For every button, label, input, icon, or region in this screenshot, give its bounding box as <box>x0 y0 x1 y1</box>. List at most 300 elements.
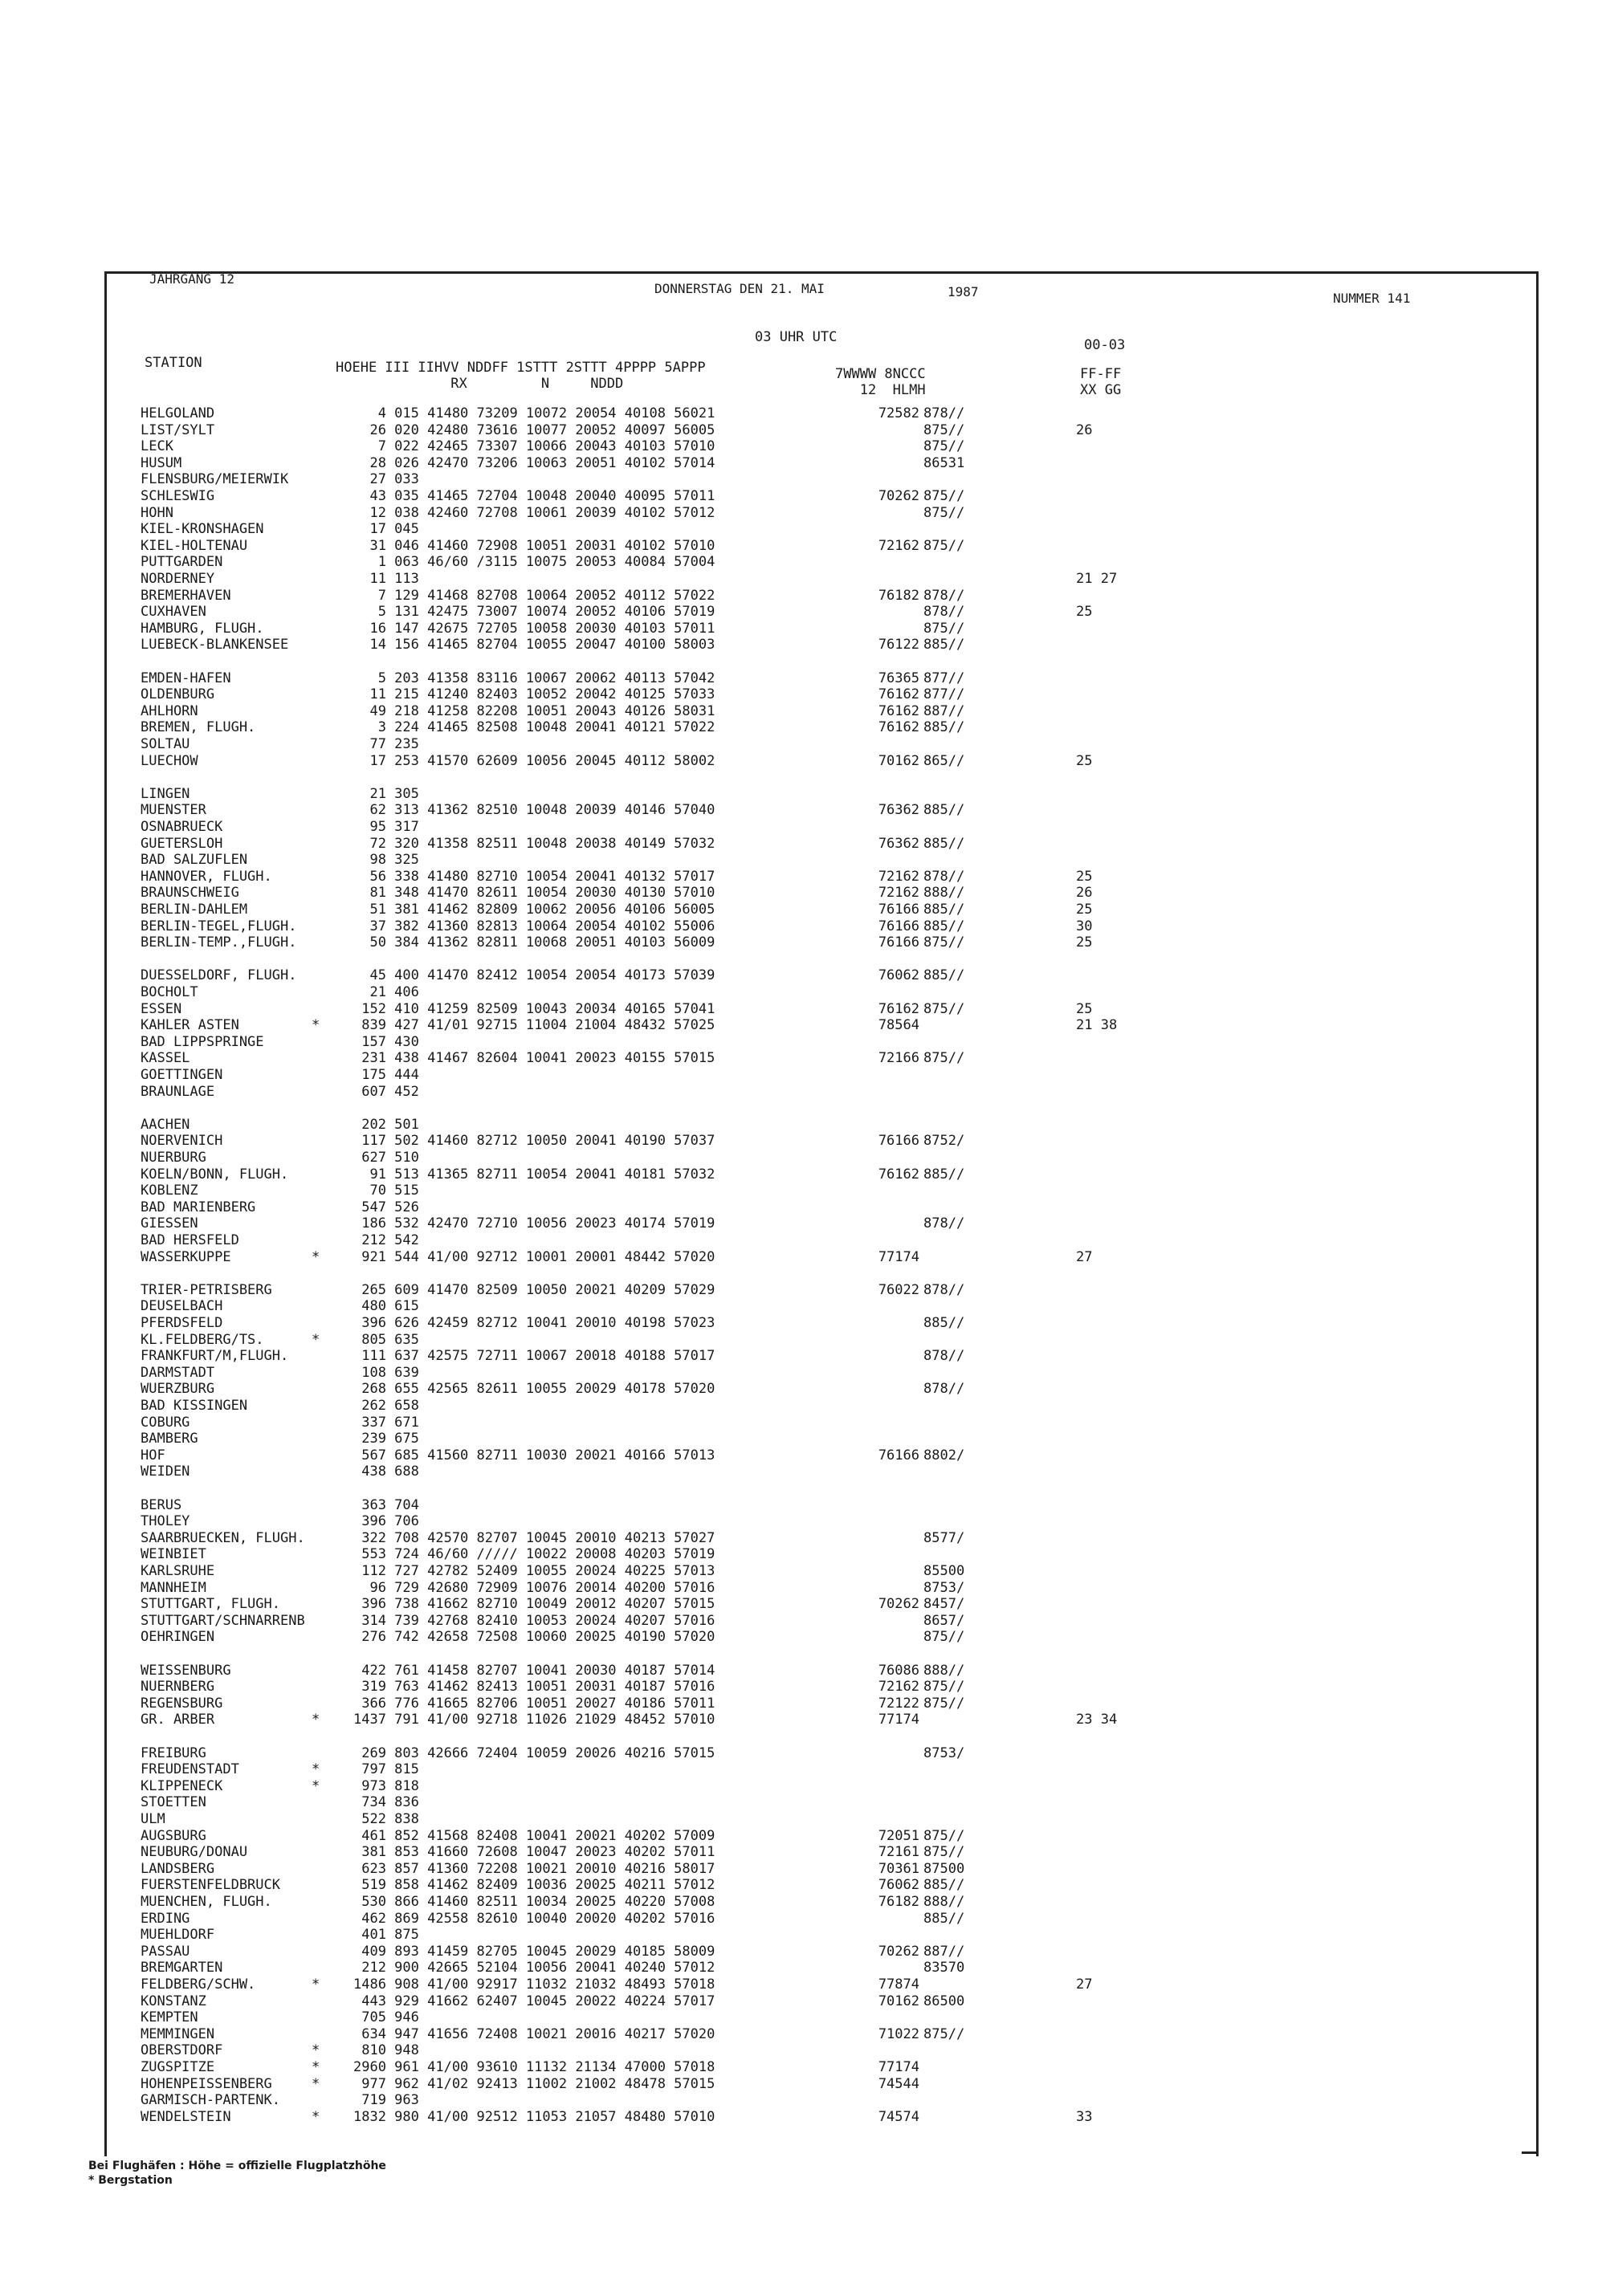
station-name: HOF <box>141 1447 165 1463</box>
group8-value: 875// <box>923 934 965 951</box>
mountain-station-asterisk-icon: * <box>312 1331 320 1348</box>
station-data: 265 609 41470 82509 10050 20021 40209 57029 <box>353 1281 715 1298</box>
station-name: MUENSTER <box>141 802 206 819</box>
station-name: BREMERHAVEN <box>141 587 231 604</box>
col7-header-line2: 12 HLMH <box>835 382 926 398</box>
station-name: LUECHOW <box>141 752 198 769</box>
station-data: 28 026 42470 73206 10063 20051 40102 57014 <box>353 454 715 471</box>
station-data: 443 929 41662 62407 10045 20022 40224 57017 <box>353 1993 715 2009</box>
station-data: 5 203 41358 83116 10067 20062 40113 57042 <box>353 670 715 686</box>
group7-value: 77874 <box>878 1976 919 1993</box>
group8-value: 875// <box>923 1629 965 1646</box>
station-name: BAD KISSINGEN <box>141 1398 248 1414</box>
station-data: 530 866 41460 82511 10034 20025 40220 57008 <box>353 1894 715 1910</box>
mountain-station-asterisk-icon: * <box>312 1248 320 1265</box>
group7-value: 76166 <box>878 1133 919 1150</box>
station-name: GUETERSLOH <box>141 835 223 852</box>
group7-value: 77174 <box>878 1248 919 1265</box>
group7-value: 76162 <box>878 1000 919 1017</box>
group7-value: 70162 <box>878 752 919 769</box>
group8-value: 888// <box>923 1894 965 1910</box>
wind-gust-value: 26 <box>1076 885 1093 902</box>
group8-value: 875// <box>923 1679 965 1696</box>
group7-value: 76162 <box>878 702 919 719</box>
jahrgang: JAHRGANG 12 <box>149 271 234 287</box>
station-data: 37 382 41360 82813 10064 20054 40102 55006 <box>353 918 715 934</box>
group7-value: 76122 <box>878 637 919 653</box>
station-name: BAMBERG <box>141 1431 198 1447</box>
asterisk-icon: * <box>88 2174 99 2187</box>
station-name: KARLSRUHE <box>141 1563 215 1579</box>
group7-value: 74544 <box>878 2075 919 2092</box>
station-name: SCHLESWIG <box>141 488 215 504</box>
station-data: 480 615 <box>353 1298 419 1315</box>
station-data: 366 776 41665 82706 10051 20027 40186 57011 <box>353 1695 715 1712</box>
station-name: OLDENBURG <box>141 686 215 703</box>
wind-gust-value: 25 <box>1076 902 1093 918</box>
station-name: OBERSTDORF <box>141 2042 223 2059</box>
group7-value: 72051 <box>878 1827 919 1844</box>
group7-value: 72161 <box>878 1844 919 1861</box>
station-data: 186 532 42470 72710 10056 20023 40174 57019 <box>353 1215 715 1232</box>
station-name: FLENSBURG/MEIERWIK <box>141 471 289 488</box>
group8-value: 8457/ <box>923 1596 965 1613</box>
station-name: KOELN/BONN, FLUGH. <box>141 1166 289 1183</box>
date: DONNERSTAG DEN 21. MAI <box>654 281 825 296</box>
group7-value: 76182 <box>878 1894 919 1910</box>
station-name: AUGSBURG <box>141 1827 206 1844</box>
wind-gust-value: 27 <box>1076 1248 1093 1265</box>
station-data: 319 763 41462 82413 10051 20031 40187 57016 <box>353 1679 715 1696</box>
group8-value: 87500 <box>923 1860 965 1877</box>
station-name: REGENSBURG <box>141 1695 223 1712</box>
wind-gust-value: 30 <box>1076 918 1093 934</box>
station-data: 567 685 41560 82711 10030 20021 40166 57013 <box>353 1447 715 1463</box>
station-name: OSNABRUECK <box>141 819 223 835</box>
station-data: 797 815 <box>353 1761 419 1778</box>
station-data: 4 015 41480 73209 10072 20054 40108 56021 <box>353 405 715 421</box>
group8-value: 875// <box>923 1827 965 1844</box>
station-data: 519 858 41462 82409 10036 20025 40211 57012 <box>353 1877 715 1894</box>
col7-header-line1: 7WWWW 8NCCC <box>835 366 926 382</box>
station-data: 111 637 42575 72711 10067 20018 40188 57017 <box>353 1348 715 1365</box>
station-name: BREMEN, FLUGH. <box>141 719 256 736</box>
station-data: 77 235 <box>353 736 419 752</box>
station-name: BAD MARIENBERG <box>141 1199 256 1215</box>
station-data: 49 218 41258 82208 10051 20043 40126 58031 <box>353 702 715 719</box>
station-name: ERDING <box>141 1910 190 1927</box>
station-data: 607 452 <box>353 1083 419 1100</box>
station-name: BERLIN-DAHLEM <box>141 902 248 918</box>
year: 1987 <box>948 284 979 299</box>
group7-value: 70162 <box>878 1993 919 2009</box>
station-name: DUESSELDORF, FLUGH. <box>141 967 297 984</box>
data-header-line1: HOEHE III IIHVV NDDFF 1STTT 2STTT 4PPPP 5APPP <box>336 360 706 376</box>
station-data: 314 739 42768 82410 10053 20024 40207 57016 <box>353 1612 715 1629</box>
station-data: 7 022 42465 73307 10066 20043 40103 57010 <box>353 438 715 455</box>
station-data: 62 313 41362 82510 10048 20039 40146 57040 <box>353 802 715 819</box>
group8-value: 888// <box>923 885 965 902</box>
station-name: GIESSEN <box>141 1215 198 1232</box>
group7-value: 70262 <box>878 1943 919 1960</box>
station-data: 627 510 <box>353 1150 419 1166</box>
group7-value: 70262 <box>878 488 919 504</box>
station-data: 117 502 41460 82712 10050 20041 40190 57037 <box>353 1133 715 1150</box>
group8-value: 878// <box>923 1348 965 1365</box>
group8-value: 885// <box>923 1315 965 1331</box>
group7-value: 72582 <box>878 405 919 421</box>
group8-value: 8802/ <box>923 1447 965 1463</box>
station-data: 1832 980 41/00 92512 11053 21057 48480 57010 <box>353 2108 715 2125</box>
group8-value: 8657/ <box>923 1612 965 1629</box>
group8-value: 885// <box>923 1166 965 1183</box>
station-name: BOCHOLT <box>141 984 198 1000</box>
station-name: LUEBECK-BLANKENSEE <box>141 637 289 653</box>
station-name: FREUDENSTADT <box>141 1761 239 1778</box>
group8-value: 878// <box>923 587 965 604</box>
wind-gust-value: 21 38 <box>1076 1017 1118 1034</box>
group8-value: 885// <box>923 902 965 918</box>
station-name: EMDEN-HAFEN <box>141 670 231 686</box>
station-data: 921 544 41/00 92712 10001 20001 48442 57020 <box>353 1248 715 1265</box>
group7-value: 72122 <box>878 1695 919 1712</box>
station-data: 45 400 41470 82412 10054 20054 40173 57039 <box>353 967 715 984</box>
group8-value: 885// <box>923 1910 965 1927</box>
group7-value: 72162 <box>878 885 919 902</box>
wind-gust-value: 25 <box>1076 934 1093 951</box>
station-data: 973 818 <box>353 1777 419 1794</box>
station-data: 634 947 41656 72408 10021 20016 40217 57020 <box>353 2025 715 2042</box>
group8-value: 875// <box>923 1844 965 1861</box>
station-data: 438 688 <box>353 1463 419 1480</box>
group7-value: 76162 <box>878 686 919 703</box>
station-data: 51 381 41462 82809 10062 20056 40106 56005 <box>353 902 715 918</box>
group8-value: 86500 <box>923 1993 965 2009</box>
group8-value: 875// <box>923 504 965 521</box>
mountain-station-asterisk-icon: * <box>312 1712 320 1728</box>
group7-value: 72162 <box>878 537 919 554</box>
wind-gust-value: 27 <box>1076 1976 1093 1993</box>
data-header-line2: RX N NDDD <box>336 376 624 392</box>
station-name: DARMSTADT <box>141 1364 215 1381</box>
station-data: 363 704 <box>353 1496 419 1513</box>
station-data: 98 325 <box>353 852 419 869</box>
station-data: 1437 791 41/00 92718 11026 21029 48452 57010 <box>353 1712 715 1728</box>
wind-gust-value: 25 <box>1076 1000 1093 1017</box>
station-name: BERUS <box>141 1496 182 1513</box>
wind-gust-value: 23 34 <box>1076 1712 1118 1728</box>
wind-gust-value: 25 <box>1076 752 1093 769</box>
station-data: 522 838 <box>353 1811 419 1827</box>
station-data: 462 869 42558 82610 10040 20020 40202 57016 <box>353 1910 715 1927</box>
station-name: WUERZBURG <box>141 1381 215 1398</box>
group8-value: 888// <box>923 1662 965 1679</box>
group8-value: 875// <box>923 1050 965 1067</box>
station-data: 11 215 41240 82403 10052 20042 40125 57033 <box>353 686 715 703</box>
station-name: NEUBURG/DONAU <box>141 1844 248 1861</box>
station-name: WEINBIET <box>141 1546 206 1563</box>
group8-value: 875// <box>923 1000 965 1017</box>
group8-value: 8753/ <box>923 1744 965 1761</box>
group8-value: 877// <box>923 670 965 686</box>
group7-value: 76365 <box>878 670 919 686</box>
station-data: 70 515 <box>353 1183 419 1199</box>
station-data: 91 513 41365 82711 10054 20041 40181 57032 <box>353 1166 715 1183</box>
station-name: KASSEL <box>141 1050 190 1067</box>
station-name: BRAUNSCHWEIG <box>141 885 239 902</box>
station-data: 276 742 42658 72508 10060 20025 40190 57020 <box>353 1629 715 1646</box>
station-name: GOETTINGEN <box>141 1067 223 1083</box>
mountain-station-asterisk-icon: * <box>312 1761 320 1778</box>
station-name: MEMMINGEN <box>141 2025 215 2042</box>
station-data: 623 857 41360 72208 10021 20010 40216 58017 <box>353 1860 715 1877</box>
group7-value: 72162 <box>878 1679 919 1696</box>
group7-value: 72166 <box>878 1050 919 1067</box>
group8-value: 875// <box>923 1695 965 1712</box>
group7-value: 76166 <box>878 918 919 934</box>
group8-value: 878// <box>923 1381 965 1398</box>
station-data: 734 836 <box>353 1794 419 1811</box>
group8-value: 85500 <box>923 1563 965 1579</box>
station-data: 810 948 <box>353 2042 419 2059</box>
station-data: 21 406 <box>353 984 419 1000</box>
station-name: FELDBERG/SCHW. <box>141 1976 256 1993</box>
station-name: COBURG <box>141 1414 190 1431</box>
station-data: 401 875 <box>353 1927 419 1944</box>
footer-note-mountain-text: Bergstation <box>98 2174 173 2187</box>
station-name: TRIER-PETRISBERG <box>141 1281 272 1298</box>
frame-corner-mark <box>1522 2151 1536 2154</box>
station-data: 839 427 41/01 92715 11004 21004 48432 57025 <box>353 1017 715 1034</box>
mountain-station-asterisk-icon: * <box>312 2075 320 2092</box>
group8-value: 8753/ <box>923 1579 965 1596</box>
group8-value: 86531 <box>923 454 965 471</box>
station-name: KIEL-KRONSHAGEN <box>141 521 264 538</box>
station-name: BAD LIPPSPRINGE <box>141 1033 264 1050</box>
group7-value: 76062 <box>878 967 919 984</box>
mountain-station-asterisk-icon: * <box>312 2059 320 2075</box>
station-name: KIEL-HOLTENAU <box>141 537 248 554</box>
station-data: 11 113 <box>353 571 419 587</box>
station-data: 212 542 <box>353 1232 419 1248</box>
station-data: 175 444 <box>353 1067 419 1083</box>
group7-value: 76362 <box>878 802 919 819</box>
station-name: BAD SALZUFLEN <box>141 852 248 869</box>
group7-value: 70361 <box>878 1860 919 1877</box>
group7-value: 71022 <box>878 2025 919 2042</box>
station-name: LANDSBERG <box>141 1860 215 1877</box>
observation-time: 03 UHR UTC <box>755 329 838 345</box>
station-name: ULM <box>141 1811 165 1827</box>
group7-value: 76022 <box>878 1281 919 1298</box>
station-data: 56 338 41480 82710 10054 20041 40132 57017 <box>353 868 715 885</box>
station-name: KEMPTEN <box>141 2009 198 2026</box>
group7-value: 76362 <box>878 835 919 852</box>
station-data: 108 639 <box>353 1364 419 1381</box>
colf-header-line1: FF-FF <box>1080 366 1122 382</box>
mountain-station-asterisk-icon: * <box>312 1976 320 1993</box>
group8-value: 875// <box>923 620 965 637</box>
station-name: LIST/SYLT <box>141 421 215 438</box>
station-name: BERLIN-TEGEL,FLUGH. <box>141 918 297 934</box>
group7-value: 74574 <box>878 2108 919 2125</box>
station-data: 553 724 46/60 ///// 10022 20008 40203 57019 <box>353 1546 715 1563</box>
wind-gust-value: 25 <box>1076 604 1093 621</box>
station-name: HUSUM <box>141 454 182 471</box>
group7-value: 76162 <box>878 1166 919 1183</box>
group7-value: 72162 <box>878 868 919 885</box>
station-name: FRANKFURT/M,FLUGH. <box>141 1348 289 1365</box>
group8-value: 885// <box>923 802 965 819</box>
station-data: 409 893 41459 82705 10045 20029 40185 58009 <box>353 1943 715 1960</box>
station-data: 262 658 <box>353 1398 419 1414</box>
station-name: KONSTANZ <box>141 1993 206 2009</box>
station-data: 719 963 <box>353 2092 419 2109</box>
group7-value: 78564 <box>878 1017 919 1034</box>
station-name: PFERDSFELD <box>141 1315 223 1331</box>
station-data: 231 438 41467 82604 10041 20023 40155 57015 <box>353 1050 715 1067</box>
group8-value: 877// <box>923 686 965 703</box>
group8-value: 878// <box>923 405 965 421</box>
group8-value: 878// <box>923 604 965 621</box>
station-data: 239 675 <box>353 1431 419 1447</box>
station-name: NOERVENICH <box>141 1133 223 1150</box>
station-data: 17 253 41570 62609 10056 20045 40112 58002 <box>353 752 715 769</box>
station-name: SAARBRUECKEN, FLUGH. <box>141 1529 305 1546</box>
group8-value: 878// <box>923 1281 965 1298</box>
station-data: 157 430 <box>353 1033 419 1050</box>
station-data: 202 501 <box>353 1116 419 1133</box>
station-name: GARMISCH-PARTENK. <box>141 2092 280 2109</box>
group7-value: 76182 <box>878 587 919 604</box>
station-name: SOLTAU <box>141 736 190 752</box>
station-name: CUXHAVEN <box>141 604 206 621</box>
wind-gust-value: 33 <box>1076 2108 1093 2125</box>
station-data: 1486 908 41/00 92917 11032 21032 48493 57018 <box>353 1976 715 1993</box>
group8-value: 8752/ <box>923 1133 965 1150</box>
group8-value: 885// <box>923 637 965 653</box>
station-name: BERLIN-TEMP.,FLUGH. <box>141 934 297 951</box>
station-data: 212 900 42665 52104 10056 20041 40240 57012 <box>353 1960 715 1976</box>
group8-value: 875// <box>923 438 965 455</box>
station-data: 50 384 41362 82811 10068 20051 40103 56009 <box>353 934 715 951</box>
station-data: 14 156 41465 82704 10055 20047 40100 58003 <box>353 637 715 653</box>
station-name: HELGOLAND <box>141 405 215 421</box>
group8-value: 875// <box>923 2025 965 2042</box>
issue-number: NUMMER 141 <box>1333 291 1411 306</box>
wind-gust-value: 26 <box>1076 421 1093 438</box>
group7-value: 76086 <box>878 1662 919 1679</box>
station-name: PASSAU <box>141 1943 190 1960</box>
station-data: 337 671 <box>353 1414 419 1431</box>
group7-value: 76166 <box>878 1447 919 1463</box>
station-name: HOHN <box>141 504 173 521</box>
station-data: 27 033 <box>353 471 419 488</box>
station-data: 17 045 <box>353 521 419 538</box>
station-data: 3 224 41465 82508 10048 20041 40121 57022 <box>353 719 715 736</box>
mountain-station-asterisk-icon: * <box>312 1017 320 1034</box>
mountain-station-asterisk-icon: * <box>312 2042 320 2059</box>
group7-value: 76162 <box>878 719 919 736</box>
footer-note-airports: Bei Flughäfen : Höhe = offizielle Flugplatzhöhe <box>88 2160 386 2172</box>
group8-value: 875// <box>923 421 965 438</box>
group7-value: 77174 <box>878 2059 919 2075</box>
station-name: STOETTEN <box>141 1794 206 1811</box>
group8-value: 885// <box>923 835 965 852</box>
station-name: KAHLER ASTEN <box>141 1017 239 1034</box>
station-name: WEISSENBURG <box>141 1662 231 1679</box>
station-data: 112 727 42782 52409 10055 20024 40225 57013 <box>353 1563 715 1579</box>
station-data: 381 853 41660 72608 10047 20023 40202 57011 <box>353 1844 715 1861</box>
station-data: 7 129 41468 82708 10064 20052 40112 57022 <box>353 587 715 604</box>
mountain-station-asterisk-icon: * <box>312 1777 320 1794</box>
group8-value: 885// <box>923 719 965 736</box>
station-data: 977 962 41/02 92413 11002 21002 48478 57015 <box>353 2075 715 2092</box>
group7-value: 70262 <box>878 1596 919 1613</box>
station-name: KLIPPENECK <box>141 1777 223 1794</box>
station-data: 26 020 42480 73616 10077 20052 40097 56005 <box>353 421 715 438</box>
group8-value: 8577/ <box>923 1529 965 1546</box>
station-data: 2960 961 41/00 93610 11132 21134 47000 57018 <box>353 2059 715 2075</box>
wind-gust-value: 25 <box>1076 868 1093 885</box>
station-data: 322 708 42570 82707 10045 20010 40213 57027 <box>353 1529 715 1546</box>
group7-value: 77174 <box>878 1712 919 1728</box>
station-data: 72 320 41358 82511 10048 20038 40149 57032 <box>353 835 715 852</box>
station-name: WENDELSTEIN <box>141 2108 231 2125</box>
station-name: LECK <box>141 438 173 455</box>
station-name: AACHEN <box>141 1116 190 1133</box>
station-name: DEUSELBACH <box>141 1298 223 1315</box>
station-name: THOLEY <box>141 1513 190 1530</box>
station-name: WASSERKUPPE <box>141 1248 231 1265</box>
station-name: FREIBURG <box>141 1744 206 1761</box>
station-name: PUTTGARDEN <box>141 554 223 571</box>
station-data: 1 063 46/60 /3115 10075 20053 40084 57004 <box>353 554 715 571</box>
station-name: KL.FELDBERG/TS. <box>141 1331 264 1348</box>
station-name: STUTTGART, FLUGH. <box>141 1596 280 1613</box>
station-name: GR. ARBER <box>141 1712 215 1728</box>
group8-value: 878// <box>923 868 965 885</box>
station-name: ESSEN <box>141 1000 182 1017</box>
station-data: 268 655 42565 82611 10055 20029 40178 57020 <box>353 1381 715 1398</box>
group8-value: 878// <box>923 1215 965 1232</box>
station-header: STATION <box>145 355 202 371</box>
wind-gust-value: 21 27 <box>1076 571 1118 587</box>
footer-note-mountain <box>88 2172 173 2188</box>
station-name: ZUGSPITZE <box>141 2059 215 2075</box>
group8-value: 885// <box>923 918 965 934</box>
station-name: BAD HERSFELD <box>141 1232 239 1248</box>
group8-value: 885// <box>923 1877 965 1894</box>
station-data: 805 635 <box>353 1331 419 1348</box>
station-data: 705 946 <box>353 2009 419 2026</box>
station-data: 31 046 41460 72908 10051 20031 40102 57010 <box>353 537 715 554</box>
station-name: STUTTGART/SCHNARRENB <box>141 1612 305 1629</box>
group7-value: 76062 <box>878 1877 919 1894</box>
station-data: 269 803 42666 72404 10059 20026 40216 57015 <box>353 1744 715 1761</box>
group8-value: 885// <box>923 967 965 984</box>
station-data: 12 038 42460 72708 10061 20039 40102 57012 <box>353 504 715 521</box>
mountain-station-asterisk-icon: * <box>312 2108 320 2125</box>
station-data: 396 738 41662 82710 10049 20012 40207 57015 <box>353 1596 715 1613</box>
station-data: 396 706 <box>353 1513 419 1530</box>
station-name: NUERNBERG <box>141 1679 215 1696</box>
station-name: MANNHEIM <box>141 1579 206 1596</box>
group8-value: 83570 <box>923 1960 965 1976</box>
extra-time: 00-03 <box>1084 337 1126 353</box>
station-name: HAMBURG, FLUGH. <box>141 620 264 637</box>
group8-value: 875// <box>923 537 965 554</box>
